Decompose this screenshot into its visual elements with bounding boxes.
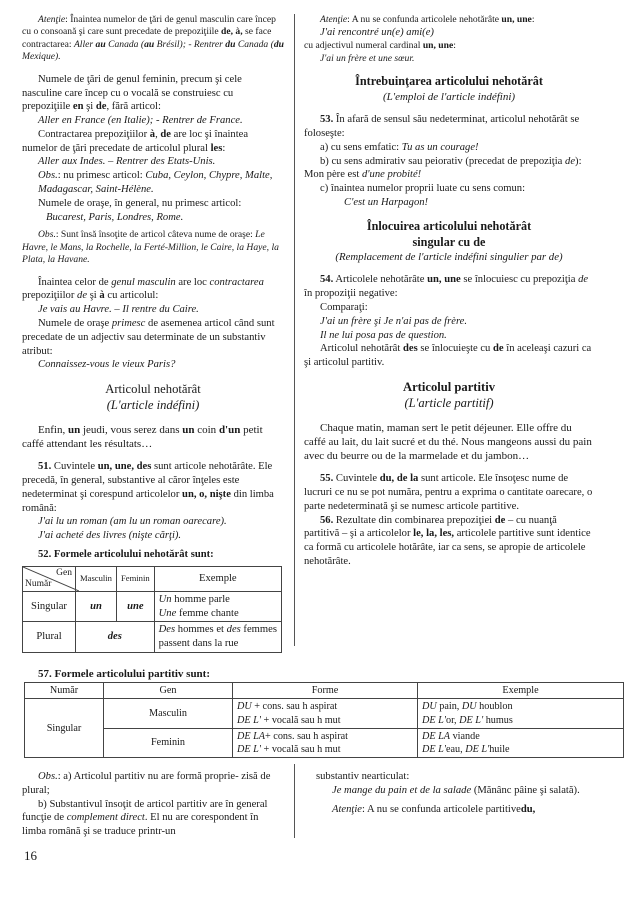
header-masculin: Masculin xyxy=(76,566,117,591)
left-column xyxy=(22,14,284,653)
example-cities-adjective: Connaissez-vous le vieux Paris? xyxy=(38,359,176,371)
bottom-right-column xyxy=(316,770,594,816)
example-54-2: Il ne lui posa pas de question. xyxy=(320,329,447,341)
example-brother-sister: J'ai un frère et une sœur. xyxy=(320,52,415,64)
form-des: des xyxy=(107,631,122,643)
gen-feminin: Feminin xyxy=(104,728,233,758)
observation-no-article: Obs.: nu primesc articol: Cuba, Ceylon, Chypre, Malte, Madagascar, Saint-Hélène. xyxy=(38,170,273,195)
row-plural: Plural xyxy=(23,622,76,653)
example-plural-contraction: Aller aux Indes. – Rentrer des Etats-Unis. xyxy=(38,156,216,168)
usage-c: c) înaintea numelor proprii luate cu sens comun: xyxy=(320,183,526,195)
compare-label: Comparaţi: xyxy=(320,301,368,313)
paragraph-55: 55. Cuvintele du, de la sunt articole. Ele însoţesc nume de lucruri ce nu se pot număra, pentru a exprima o cantitate oarecare, o parte nedeterminată şi se numesc articole partitive. xyxy=(304,473,593,512)
paragraph-53: 53. În afară de sensul său nedeterminat, articolul nehotărât se foloseşte: xyxy=(304,114,580,140)
example-51-2: J'ai acheté des livres (nişte cărţi). xyxy=(38,530,182,542)
paragraph-54-des: Articolul nehotărât des se înlocuieşte cu de în aceleaşi cazuri ca şi articolul partitiv. xyxy=(304,343,592,369)
paragraph-54: 54. Articolele nehotărâte un, une se înlocuiesc cu prepoziţia de în propoziţii negative: xyxy=(304,274,589,300)
indefinite-example-text: Enfin, un jeudi, vous serez dans un coin d'un petit caffé attendant les résultats… xyxy=(22,423,263,451)
examples-masculin: DU pain, DU houblon DE L'or, DE L' humus xyxy=(418,699,624,729)
paragraph-cities-adjective: Numele de oraşe primesc de asemenea articol când sunt precedate de un adjectiv sau determinate de un substantiv atribut: xyxy=(22,318,275,357)
observation-partitive-a: Obs.: a) Articolul partitiv nu are formă proprie- zisă de plural; xyxy=(22,771,271,796)
table-corner-cell xyxy=(23,566,76,591)
header-forme-57: Forme xyxy=(233,683,418,699)
heading-replacement-fr: (Remplacement de l'article indéfini singulier par de) xyxy=(335,251,563,264)
heading-usage: Întrebuinţarea articolului nehotărât xyxy=(355,74,543,89)
header-numar-57: Număr xyxy=(25,683,104,699)
example-feminine-countries: Aller en France (en Italie); - Rentrer de France. xyxy=(38,115,243,127)
right-column xyxy=(304,14,594,569)
row-singular-57: Singular xyxy=(25,699,104,758)
usage-b: b) cu sens admirativ sau peiorativ (precedat de prepoziţia de): Mon père est d'une probité! xyxy=(304,155,582,181)
examples-feminin: DE LA viande DE L'eau, DE L'huile xyxy=(418,728,624,758)
observation-partitive-b: b) Substantivul însoţit de articol partitiv are în general funcţie de complement direct. El nu are corespondent în limba română şi se traduce printr-un xyxy=(22,798,268,838)
heading-partitive-fr: (L'article partitif) xyxy=(404,396,494,411)
usage-a: a) cu sens emfatic: Tu as un courage! xyxy=(320,141,479,153)
note-numeral: cu adjectivul numeral cardinal un, une: xyxy=(304,40,456,52)
paragraph-masculine-cities: Înaintea celor de genul masculin are loc contractarea prepoziţiilor de şi à cu articolul: xyxy=(22,276,264,302)
paragraph-plural-contraction: Contractarea prepoziţiilor à, de are loc şi înaintea numelor de ţări precedate de articolul plural les: xyxy=(22,128,249,154)
header-exemple: Exemple xyxy=(154,566,281,591)
example-plural: Des hommes et des femmes passent dans la rue xyxy=(154,622,281,653)
row-singular: Singular xyxy=(23,591,76,622)
header-exemple-57: Exemple xyxy=(418,683,624,699)
heading-replacement: Înlocuirea articolului nehotărât xyxy=(366,218,532,233)
header-gen: Gen xyxy=(56,567,72,578)
observation-cities-with-article: Obs.: Sunt însă însoţite de articol câteva nume de oraşe: Le Havre, le Mans, la Rochelle, la Ferté-Million, le Caire, la Haye, la Plata, la Havane. xyxy=(22,229,279,266)
gen-masculin: Masculin xyxy=(104,699,233,729)
heading-57: 57. Formele articolului partitiv sunt: xyxy=(38,668,211,680)
heading-indefinite-article-fr: (L'article indéfini) xyxy=(106,398,200,413)
table-indefinite-forms xyxy=(22,566,282,653)
bottom-left-column xyxy=(22,770,284,839)
partitive-example-text: Chaque matin, maman sert le petit déjeuner. Elle offre du caffé au lait, du lait sucré et du thé. Nous mangeons aussi du pain avec du beurre ou de la marmelade et du jambon… xyxy=(304,421,592,463)
heading-indefinite-article: Articolul nehotărât xyxy=(105,382,201,397)
continued-text: substantiv nearticulat: xyxy=(316,771,410,782)
header-numar: Număr xyxy=(25,579,52,590)
form-une: une xyxy=(127,600,144,612)
example-masculine-cities: Je vais au Havre. – Il rentre du Caire. xyxy=(38,304,199,316)
example-51-1: J'ai lu un roman (am lu un roman oarecare). xyxy=(38,516,227,528)
table-partitive-forms xyxy=(24,682,624,758)
bottom-divider xyxy=(294,764,295,838)
heading-replacement-2: singular cu de xyxy=(412,234,486,249)
paragraph-52: 52. Formele articolului nehotărât sunt: xyxy=(38,548,214,560)
note-attention-2: Atenţie: A nu se confunda articolele nehotărâte un, une: xyxy=(320,14,535,25)
paragraph-feminine-countries: Numele de ţări de genul feminin, precum şi cele nasculine care încep cu o vocală se construiesc cu prepoziţiile en şi de, fără articol: xyxy=(22,73,242,113)
header-gen-57: Gen xyxy=(104,683,233,699)
heading-partitive: Articolul partitiv xyxy=(403,379,495,394)
example-bread-salad: Je mange du pain et de la salade (Mănânc pâine şi salată). xyxy=(332,784,580,796)
example-cities: Bucarest, Paris, Londres, Rome. xyxy=(46,211,184,223)
header-feminin: Feminin xyxy=(116,566,154,591)
paragraph-56: 56. Rezultate din combinarea prepoziţiei de – cu nuanţă partitivă – şi a articolelor le, la, les, articolele partitive sunt identice ca formă cu articolele hotărâte, iar ca sens, se apropie de articolele nehotărâte. xyxy=(304,514,591,567)
note-attention-3: Atenţie: A nu se confunda articolele partitivedu, xyxy=(332,803,536,815)
paragraph-51: 51. Cuvintele un, une, des sunt articole nehotărâte. Ele precedă, în general, substantive al căror înţeles este nedeterminat şi corespund articolelor un, o, nişte din limba română: xyxy=(22,461,274,514)
page-number: 16 xyxy=(24,848,37,863)
forms-feminin: DE LA+ cons. sau h aspirat DE L' + vocală sau h mut xyxy=(233,728,418,758)
paragraph-cities: Numele de oraşe, în general, nu primesc articol: xyxy=(38,197,242,209)
form-un: un xyxy=(90,600,102,612)
example-friend: J'ai rencontré un(e) ami(e) xyxy=(320,27,434,39)
column-divider xyxy=(294,14,295,646)
heading-usage-fr: (L'emploi de l'article indéfini) xyxy=(382,91,516,104)
example-54-1: J'ai un frère şi Je n'ai pas de frère. xyxy=(320,315,468,327)
note-attention-1: Atenţie: Înaintea numelor de ţări de genul masculin care încep cu o consoană şi care sunt precedate de prepoziţiile de, à, se face contractarea: Aller au Canada (au Brésil); - Rentrer du Canada (du Mexique). xyxy=(22,14,284,63)
example-singular: Un homme parle Une femme chante xyxy=(154,591,281,622)
forms-masculin: DU + cons. sau h aspirat DE L' + vocală sau h mut xyxy=(233,699,418,729)
example-harpagon: C'est un Harpagon! xyxy=(344,196,429,208)
